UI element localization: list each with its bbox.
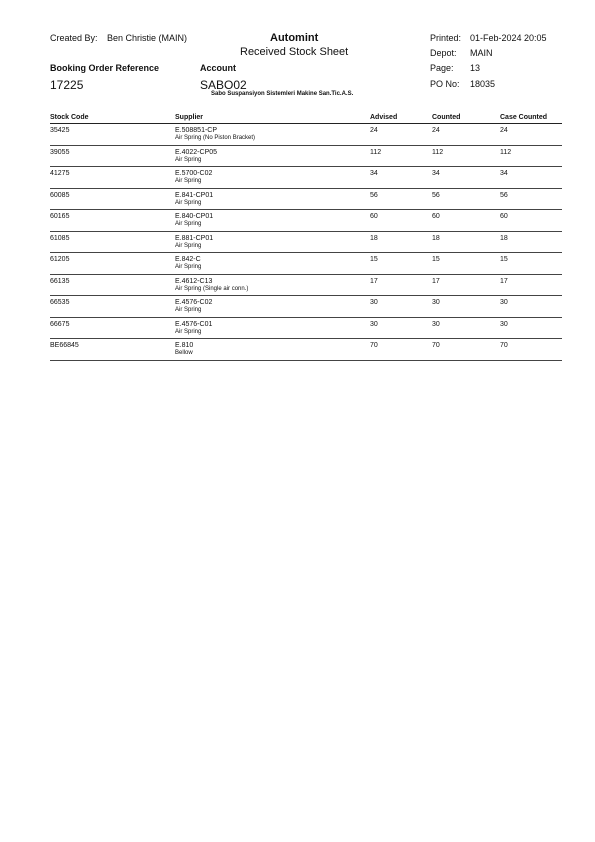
advised-qty: 24 — [370, 127, 378, 134]
table-row — [50, 189, 562, 211]
supplier-code: E.4576-C02 — [175, 299, 213, 306]
counted-qty: 56 — [432, 191, 440, 199]
counted-qty: 60 — [432, 213, 440, 220]
supplier-cell — [175, 299, 212, 314]
stock-table-body — [50, 124, 562, 361]
item-description: Air Spring — [175, 264, 202, 270]
counted-qty: 17 — [432, 277, 440, 285]
stock-code: 39055 — [50, 148, 70, 156]
supplier-cell — [175, 235, 213, 250]
col-header-stock-code: Stock Code — [50, 114, 89, 121]
col-header-counted: Counted — [432, 114, 461, 121]
supplier-code: E.881-CP01 — [175, 234, 214, 242]
counted-qty: 18 — [432, 234, 440, 242]
supplier-cell — [175, 256, 201, 271]
stock-code: 60085 — [50, 191, 70, 199]
stock-code: 61085 — [50, 234, 70, 242]
booking-order-label: Booking Order Reference — [50, 63, 160, 73]
item-description: Bellow — [175, 350, 193, 356]
supplier-cell — [175, 127, 255, 142]
stock-code: 66675 — [50, 320, 70, 328]
item-description: Air Spring (No Piston Bracket) — [175, 135, 256, 141]
table-row — [50, 296, 562, 318]
supplier-cell — [175, 213, 213, 228]
stock-code: 61205 — [50, 256, 70, 263]
page-label: Page: — [430, 63, 454, 73]
supplier-code: E.4612-C13 — [175, 277, 213, 285]
counted-qty: 112 — [432, 148, 444, 156]
sheet-title: Received Stock Sheet — [240, 46, 349, 58]
advised-qty: 15 — [370, 256, 378, 263]
po-value: 18035 — [470, 79, 496, 89]
stock-code: 60165 — [50, 213, 70, 220]
po-label: PO No: — [430, 79, 460, 89]
case-counted-qty: 70 — [500, 342, 508, 349]
advised-qty: 56 — [370, 191, 378, 199]
item-description: Air Spring — [175, 328, 202, 335]
case-counted-qty: 15 — [500, 256, 508, 263]
depot-label: Depot: — [430, 48, 457, 58]
created-by-value: Ben Christie (MAIN) — [107, 33, 188, 43]
counted-qty: 70 — [432, 342, 440, 349]
supplier-code: E.5700-C02 — [175, 170, 213, 177]
table-row — [50, 146, 562, 168]
table-row — [50, 167, 562, 189]
case-counted-qty: 56 — [500, 191, 508, 199]
created-by-label: Created By: — [50, 33, 98, 43]
stock-code: 66135 — [50, 277, 70, 285]
case-counted-qty: 17 — [500, 277, 508, 285]
item-description: Air Spring — [175, 221, 202, 227]
advised-qty: 112 — [370, 148, 382, 156]
table-row — [50, 124, 562, 146]
advised-qty: 30 — [370, 320, 378, 328]
table-row — [50, 253, 562, 275]
printed-label: Printed: — [430, 33, 462, 43]
advised-qty: 34 — [370, 170, 378, 177]
supplier-code: E.4576-C01 — [175, 320, 213, 328]
stock-code: 35425 — [50, 127, 70, 134]
case-counted-qty: 60 — [500, 213, 508, 220]
item-description: Air Spring — [175, 178, 202, 184]
printed-value: 01-Feb-2024 20:05 — [470, 33, 547, 43]
col-header-supplier: Supplier — [175, 114, 204, 121]
advised-qty: 70 — [370, 342, 378, 349]
item-description: Air Spring — [175, 307, 202, 313]
item-description: Air Spring — [175, 156, 202, 163]
booking-order-value: 17225 — [50, 78, 84, 92]
supplier-code: E.810 — [175, 342, 194, 349]
col-header-advised: Advised — [370, 114, 398, 121]
case-counted-qty: 112 — [500, 148, 512, 156]
supplier-cell — [175, 342, 193, 357]
advised-qty: 30 — [370, 299, 378, 306]
account-value: SABO02 — [200, 78, 247, 92]
item-description: Air Spring — [175, 242, 202, 249]
supplier-code: E.4022-CP05 — [175, 148, 218, 156]
supplier-code: E.841-CP01 — [175, 191, 214, 199]
advised-qty: 18 — [370, 234, 378, 242]
stock-code: 41275 — [50, 170, 70, 177]
item-description: Air Spring (Single air conn.) — [175, 285, 249, 292]
supplier-cell — [175, 192, 213, 207]
counted-qty: 24 — [432, 127, 440, 134]
supplier-code: E.842-C — [175, 256, 201, 263]
supplier-code: E.840-CP01 — [175, 213, 214, 220]
account-name: Sabo Suspansiyon Sistemleri Makine San.Tic.A.S. — [211, 91, 354, 97]
counted-qty: 34 — [432, 170, 440, 177]
account-label: Account — [200, 63, 236, 73]
advised-qty: 60 — [370, 213, 378, 220]
table-row — [50, 210, 562, 232]
item-description: Air Spring — [175, 199, 202, 206]
case-counted-qty: 30 — [500, 320, 508, 328]
advised-qty: 17 — [370, 277, 378, 285]
counted-qty: 30 — [432, 320, 440, 328]
supplier-cell — [175, 278, 248, 293]
counted-qty: 15 — [432, 256, 440, 263]
supplier-cell — [175, 170, 212, 185]
company-name: Automint — [270, 32, 319, 44]
supplier-cell — [175, 149, 217, 164]
case-counted-qty: 34 — [500, 170, 508, 177]
case-counted-qty: 24 — [500, 127, 508, 134]
supplier-code: E.508851-CP — [175, 127, 218, 134]
table-row — [50, 318, 562, 340]
table-row — [50, 339, 562, 361]
col-header-case-counted: Case Counted — [500, 114, 548, 121]
depot-value: MAIN — [470, 48, 493, 58]
table-row — [50, 232, 562, 254]
counted-qty: 30 — [432, 299, 440, 306]
page-value: 13 — [470, 63, 481, 73]
case-counted-qty: 18 — [500, 234, 508, 242]
case-counted-qty: 30 — [500, 299, 508, 306]
table-row — [50, 275, 562, 297]
supplier-cell — [175, 321, 212, 336]
stock-code: BE66845 — [50, 342, 79, 349]
stock-code: 66535 — [50, 299, 70, 306]
